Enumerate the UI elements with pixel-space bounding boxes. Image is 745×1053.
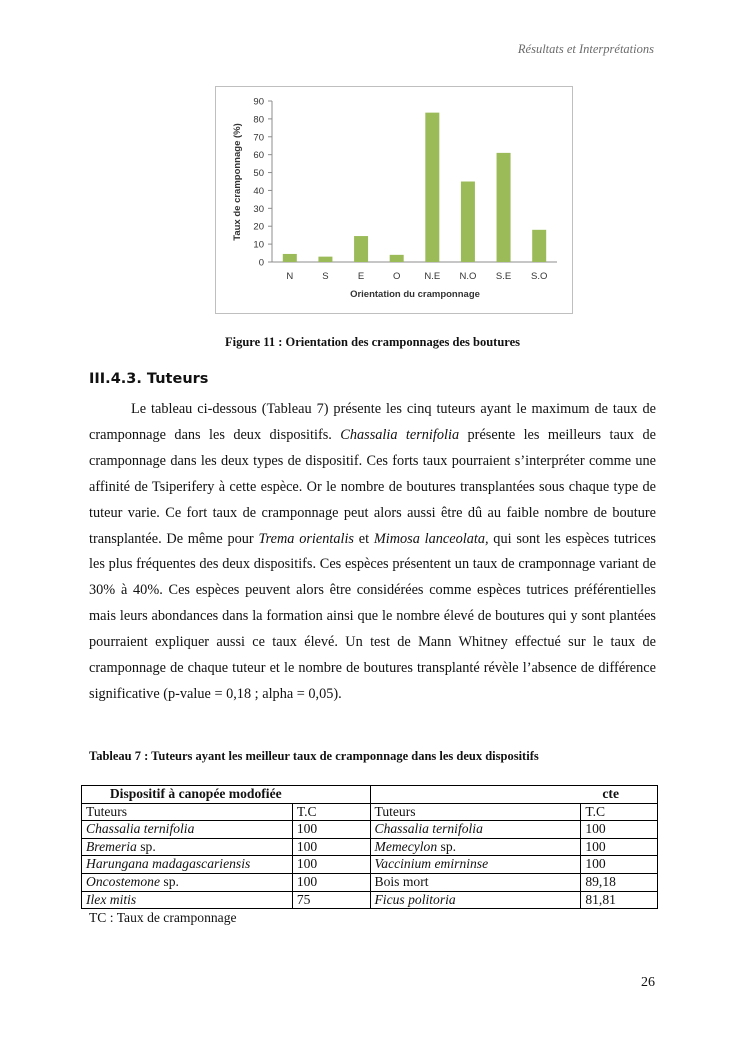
left-tc: 100 — [292, 821, 370, 839]
right-tc: 100 — [581, 821, 658, 839]
x-axis-label: Orientation du cramponnage — [350, 289, 480, 300]
col-header-tuteurs: Tuteurs — [370, 803, 581, 821]
x-tick-label: S.O — [531, 271, 548, 282]
y-tick-label: 20 — [253, 221, 264, 233]
paragraph-text: et — [354, 530, 374, 547]
bar-s — [318, 257, 332, 262]
left-tuteur — [82, 821, 293, 839]
left-tc: 75 — [292, 891, 370, 909]
species-name: Mimosa lanceolata, — [373, 530, 489, 547]
page-number: 26 — [641, 975, 655, 990]
paragraph-text: présente les meilleurs taux de cramponnage dans les deux types de dispositif. Ces forts taux pourraient s’interpréter comme une affinité de Tsiperifery à cette espèce. Or le nombre de boutures transplantées sous chaque type de tuteur varie. Ce fort taux de cramponnage peut alors aussi être dû au faible nombre de bouture transplantée. De même pour — [89, 426, 656, 547]
right-tuteur — [370, 838, 581, 856]
col-header-tc: T.C — [292, 803, 370, 821]
table-row — [82, 873, 658, 891]
right-group-header: cte — [370, 786, 658, 804]
left-tuteur — [82, 856, 293, 874]
paragraph-text: qui sont les espèces tutrices les plus fréquentes des deux dispositifs. Ces espèces présentent un taux de cramponnage variant de 30% à 40%. Ces espèces peuvent alors être considérées comme espèces tutrices préférentielles mais leurs abondances dans la formation ainsi que le nombre élevé de boutures qui y sont plantées pourraient expliquer aussi ce taux élevé. Un test de Mann Whitney effectué sur le taux de cramponnage de chaque tuteur et le nombre de boutures transplanté révèle l’absence de différence significative (p-value = 0,18 ; alpha = 0,05). — [89, 530, 656, 702]
x-tick-label: S.E — [495, 271, 512, 282]
table-footnote: TC : Taux de cramponnage — [89, 910, 237, 925]
figure-caption: Figure 11 : Orientation des cramponnages des boutures — [224, 335, 521, 349]
table-caption: Tableau 7 : Tuteurs ayant les meilleur taux de cramponnage dans les deux dispositifs — [89, 749, 539, 763]
y-tick-label: 0 — [258, 257, 264, 269]
left-tc: 100 — [292, 856, 370, 874]
left-tc: 100 — [292, 838, 370, 856]
species-suffix: sp. — [136, 838, 156, 854]
species-name: Chassalia ternifolia — [86, 821, 195, 837]
bar-so — [532, 230, 546, 262]
species-name: Bremeria — [86, 838, 137, 854]
bar-o — [390, 255, 404, 262]
right-tc: 81,81 — [581, 891, 658, 909]
y-tick-label: 80 — [253, 114, 264, 126]
species-name: Chassalia ternifolia — [340, 426, 460, 443]
species-name: Oncostemone — [86, 873, 160, 889]
x-tick-label: N.O — [459, 271, 477, 282]
right-tuteur — [370, 821, 581, 839]
y-axis-label: Taux de cramponnage (%) — [232, 123, 243, 241]
x-tick-label: S — [322, 271, 329, 282]
species-name: Chassalia ternifolia — [374, 821, 483, 837]
table-row — [82, 838, 658, 856]
y-tick-label: 30 — [253, 203, 264, 215]
y-tick-label: 60 — [253, 150, 264, 162]
bar-no — [461, 182, 475, 263]
bar-chart — [215, 86, 573, 314]
body-paragraph — [89, 397, 656, 708]
right-tuteur — [370, 891, 581, 909]
y-tick-label: 90 — [253, 96, 264, 108]
x-tick-label: E — [357, 271, 365, 282]
bar-ne — [425, 113, 439, 262]
col-header-tuteurs: Tuteurs — [82, 803, 293, 821]
right-tuteur — [370, 873, 581, 891]
right-tuteur — [370, 856, 581, 874]
y-tick-label: 50 — [253, 168, 264, 180]
tuteur-name: Bois mort — [374, 873, 429, 889]
species-name: Memecylon — [374, 838, 438, 854]
species-name: Ficus politoria — [374, 891, 456, 907]
left-tc: 100 — [292, 873, 370, 891]
table-row — [82, 856, 658, 874]
species-name: Harungana madagascariensis — [86, 856, 251, 872]
left-tuteur — [82, 873, 293, 891]
bar-e — [354, 236, 368, 262]
table-row — [82, 891, 658, 909]
left-group-header: Dispositif à canopée modofiée — [82, 786, 371, 804]
y-tick-label: 40 — [253, 185, 264, 197]
species-name: Trema orientalis — [258, 530, 355, 547]
paragraph-text: Le tableau ci-dessous (Tableau 7) présente les cinq tuteurs ayant le maximum de taux de cramponnage dans les deux dispositifs. — [89, 401, 656, 443]
bar-n — [283, 254, 297, 262]
left-tuteur — [82, 838, 293, 856]
species-suffix: sp. — [160, 873, 179, 889]
species-suffix: sp. — [437, 838, 457, 854]
x-tick-label: N — [286, 271, 294, 282]
tuteurs-table — [81, 785, 658, 909]
y-tick-label: 10 — [253, 239, 264, 251]
x-tick-label: N.E — [424, 271, 441, 282]
x-tick-label: O — [392, 271, 401, 282]
bar-se — [497, 153, 511, 262]
species-name: Vaccinium emirninse — [374, 856, 489, 872]
table-column-header — [82, 803, 658, 821]
right-tc: 100 — [581, 838, 658, 856]
right-tc: 89,18 — [581, 873, 658, 891]
y-tick-label: 70 — [253, 132, 264, 144]
running-header: Résultats et Interprétations — [517, 42, 654, 56]
right-tc: 100 — [581, 856, 658, 874]
col-header-tc: T.C — [581, 803, 658, 821]
species-name: Ilex mitis — [86, 891, 137, 907]
table-row — [82, 821, 658, 839]
section-heading: III.4.3. Tuteurs — [89, 371, 209, 387]
table-group-header — [82, 786, 658, 804]
left-tuteur — [82, 891, 293, 909]
